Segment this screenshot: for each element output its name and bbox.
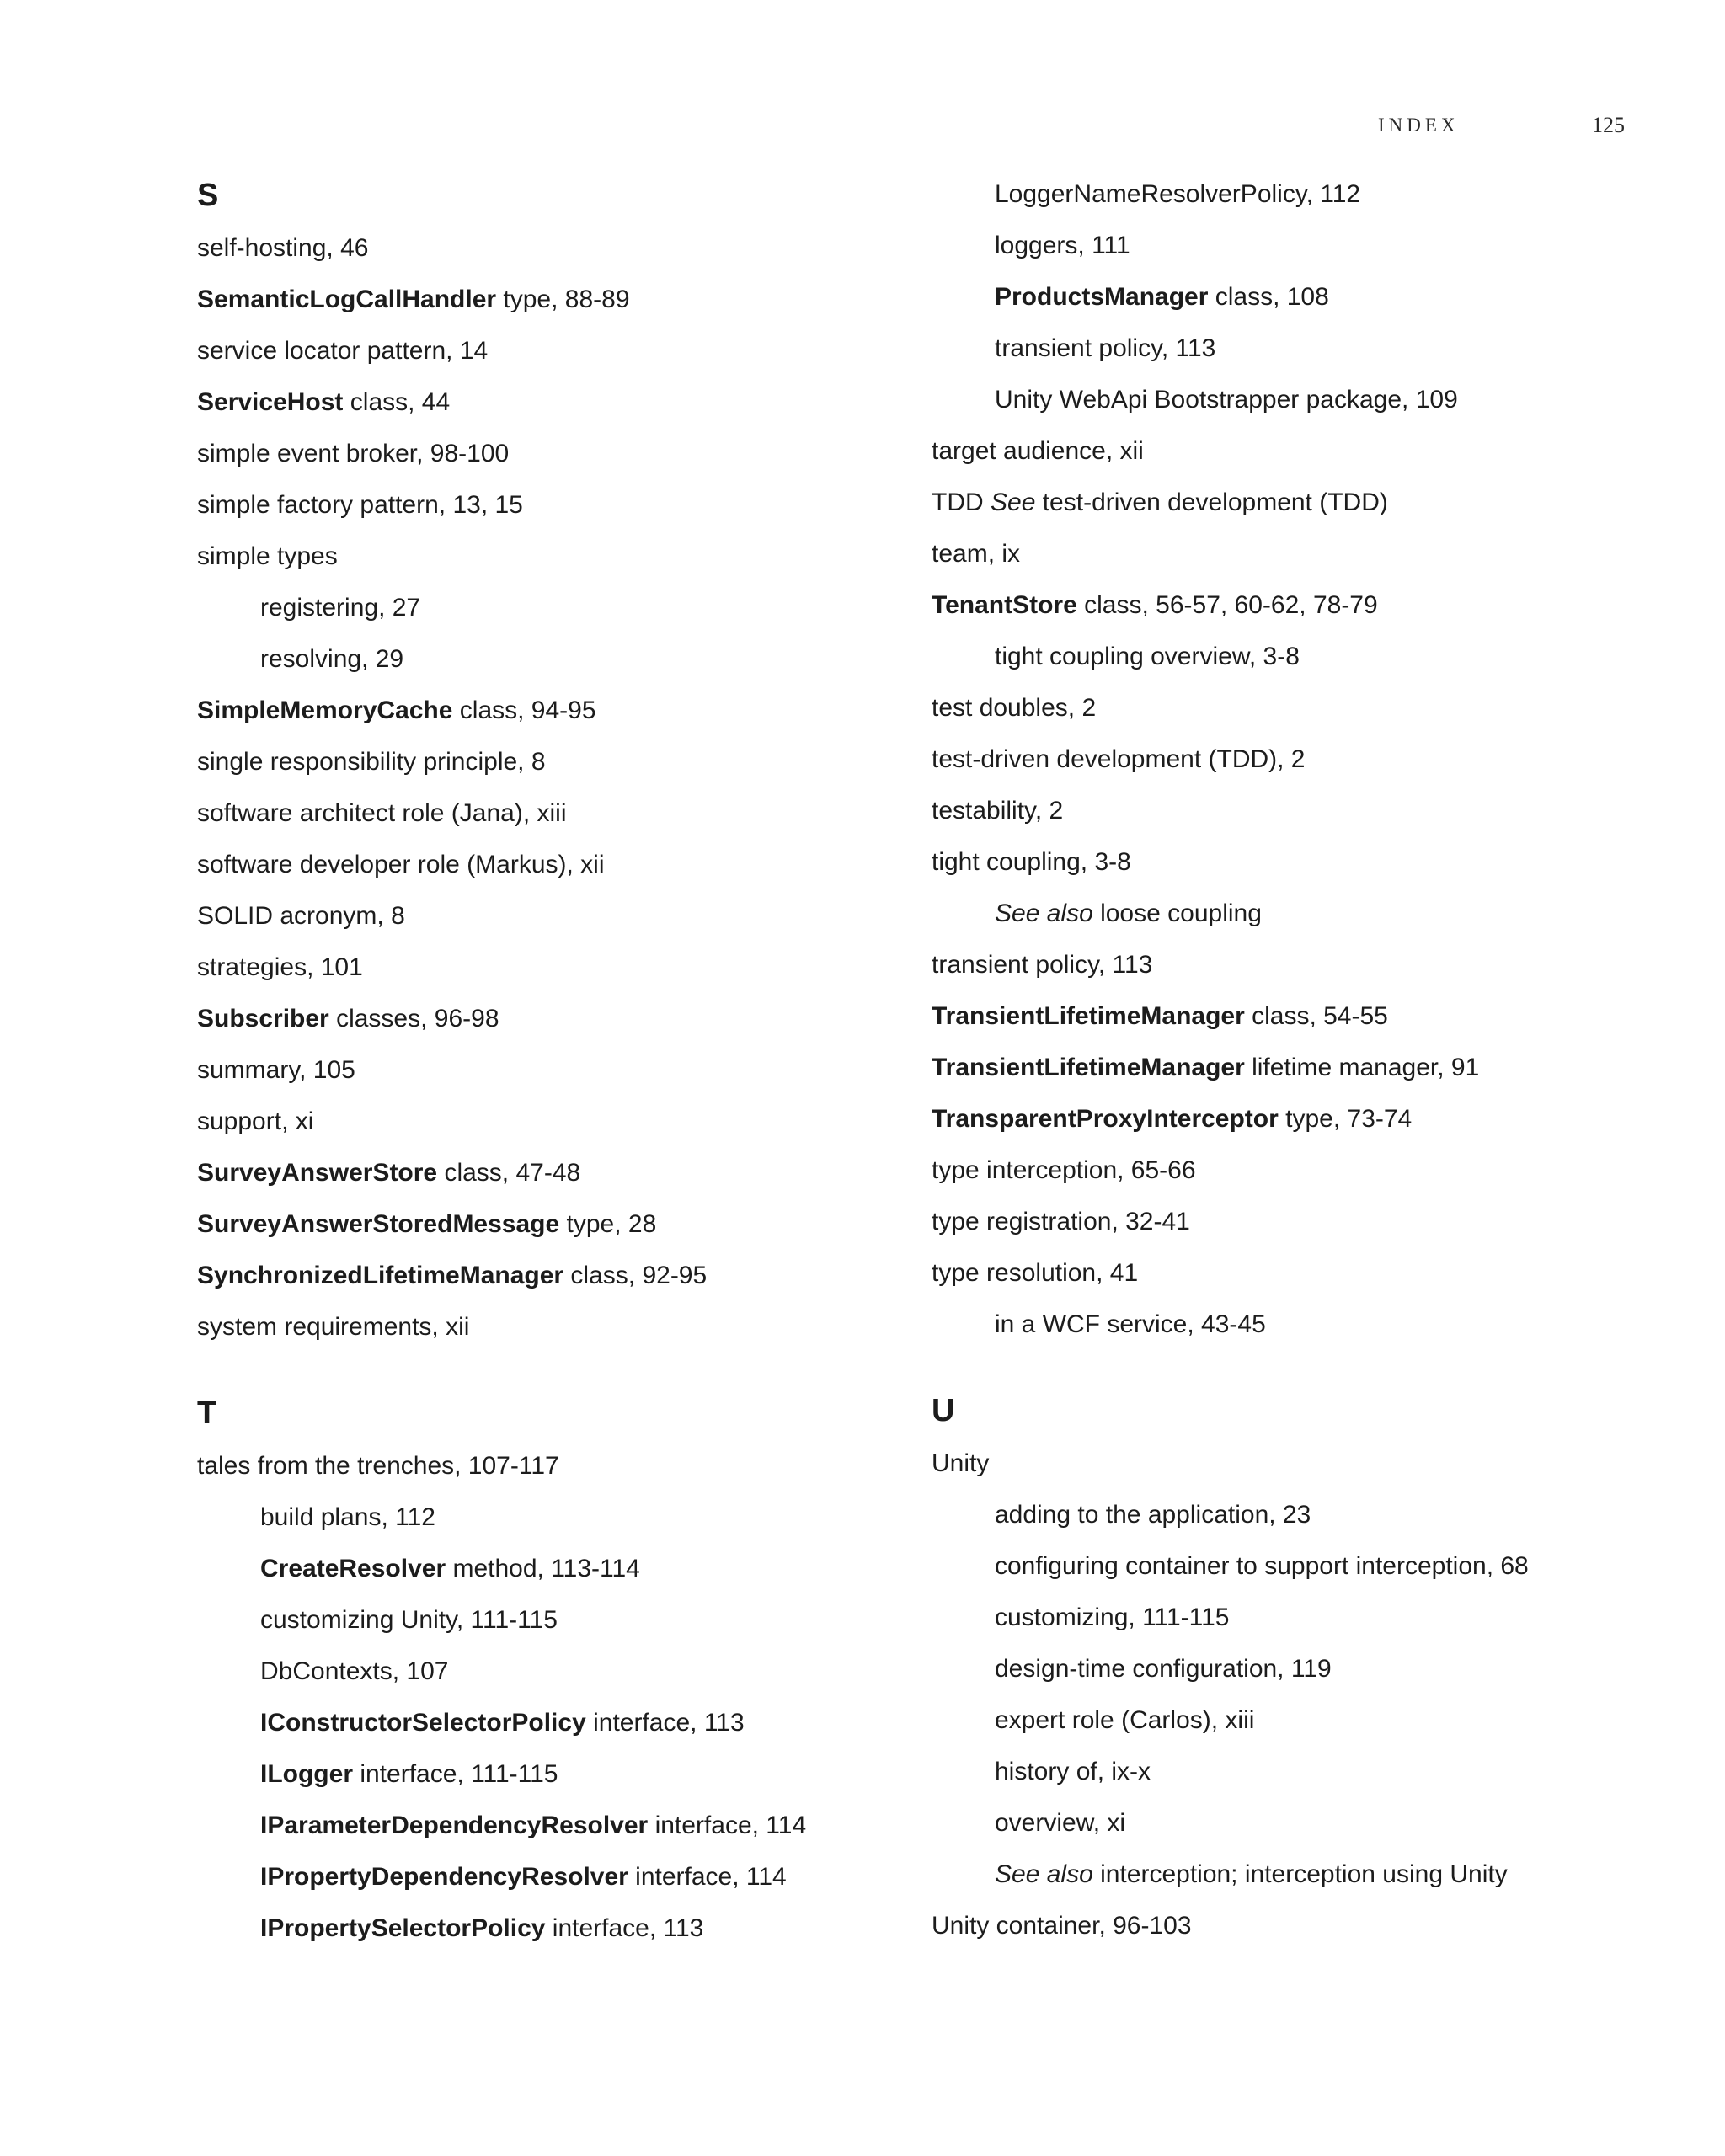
index-subentry: resolving, 29: [260, 645, 404, 673]
index-entry: software architect role (Jana), xiii: [197, 799, 567, 827]
section-letter-s: S: [197, 178, 219, 213]
entry-locator: class, 56-57, 60-62, 78-79: [1076, 591, 1378, 619]
index-entry: [932, 990, 1656, 1042]
index-entry: simple event broker, 98-100: [197, 440, 510, 467]
index-subentry: [197, 1697, 921, 1748]
entry-term: TDD: [932, 488, 991, 516]
index-entry: software developer role (Markus), xii: [197, 851, 605, 878]
index-subentry: expert role (Carlos), xiii: [995, 1706, 1255, 1734]
index-subentry: adding to the application, 23: [995, 1501, 1311, 1529]
index-entry: summary, 105: [197, 1056, 355, 1084]
index-subentry: [197, 1543, 921, 1594]
entry-term: IPropertySelectorPolicy: [260, 1914, 546, 1942]
entry-term: IPropertyDependencyResolver: [260, 1863, 628, 1891]
index-subentry: [197, 1903, 921, 1954]
index-entry: simple factory pattern, 13, 15: [197, 491, 523, 519]
index-entry: [197, 685, 921, 736]
index-column-right: [932, 168, 1656, 1951]
entry-locator: type, 73-74: [1278, 1105, 1413, 1133]
index-subentry: design-time configuration, 119: [995, 1655, 1332, 1683]
index-subentry: DbContexts, 107: [260, 1657, 449, 1685]
index-entry: [197, 993, 921, 1044]
entry-term: SynchronizedLifetimeManager: [197, 1262, 564, 1289]
index-entry: team, ix: [932, 540, 1021, 568]
running-header-title: INDEX: [1378, 115, 1460, 136]
index-subentry: tight coupling overview, 3-8: [995, 643, 1300, 670]
section-gap: [197, 1353, 921, 1386]
entry-locator: method, 113-114: [446, 1555, 640, 1582]
running-header: [0, 115, 1725, 148]
index-entry: [197, 274, 921, 325]
index-entry: target audience, xii: [932, 437, 1144, 465]
index-entry: self-hosting, 46: [197, 234, 369, 262]
entry-locator: loose coupling: [1092, 899, 1262, 927]
index-entry: [197, 1198, 921, 1250]
index-subentry: transient policy, 113: [995, 334, 1216, 362]
section-letter-u: U: [932, 1393, 955, 1428]
entry-locator: class, 47-48: [437, 1159, 581, 1187]
entry-locator: class, 44: [343, 388, 451, 416]
entry-locator: test-driven development (TDD): [1035, 488, 1388, 516]
entry-locator: lifetime manager, 91: [1244, 1054, 1480, 1081]
entry-term: SurveyAnswerStore: [197, 1159, 438, 1187]
entry-term: ILogger: [260, 1760, 353, 1788]
entry-term: SemanticLogCallHandler: [197, 286, 497, 313]
index-subentry: customizing Unity, 111-115: [260, 1606, 558, 1634]
index-subentry: [932, 1849, 1656, 1900]
entry-locator: classes, 96-98: [328, 1005, 499, 1033]
index-entry: transient policy, 113: [932, 951, 1153, 979]
entry-term: TenantStore: [932, 591, 1077, 619]
index-entry: SOLID acronym, 8: [197, 902, 405, 930]
index-entry: test-driven development (TDD), 2: [932, 745, 1306, 773]
index-entry: [197, 1147, 921, 1198]
entry-term: TransientLifetimeManager: [932, 1054, 1245, 1081]
index-subentry: in a WCF service, 43-45: [995, 1310, 1266, 1338]
index-entry: single responsibility principle, 8: [197, 748, 546, 776]
index-entry: test doubles, 2: [932, 694, 1097, 722]
page-number: 125: [1592, 113, 1625, 137]
index-entry: [197, 1250, 921, 1301]
entry-locator: interface, 113: [545, 1914, 704, 1942]
index-entry: system requirements, xii: [197, 1313, 470, 1341]
index-subentry: LoggerNameResolverPolicy, 112: [995, 180, 1361, 208]
index-subentry: [197, 1851, 921, 1903]
index-entry: support, xi: [197, 1107, 314, 1135]
index-subentry: [932, 888, 1656, 939]
index-entry: tales from the trenches, 107-117: [197, 1452, 559, 1480]
index-subentry: customizing, 111-115: [995, 1604, 1230, 1631]
entry-term: IConstructorSelectorPolicy: [260, 1709, 586, 1737]
index-subentry: [932, 271, 1656, 323]
entry-locator: interface, 113: [585, 1709, 745, 1737]
entry-locator: class, 54-55: [1244, 1002, 1388, 1030]
entry-term: TransientLifetimeManager: [932, 1002, 1245, 1030]
index-subentry: history of, ix-x: [995, 1758, 1151, 1785]
cross-reference-see-also: See also: [995, 1860, 1093, 1888]
index-entry: type resolution, 41: [932, 1259, 1139, 1287]
section-letter-t: T: [197, 1396, 217, 1431]
cross-reference-see: See: [991, 488, 1036, 516]
index-entry: type registration, 32-41: [932, 1208, 1190, 1235]
index-entry: service locator pattern, 14: [197, 337, 489, 365]
entry-locator: class, 108: [1208, 283, 1329, 311]
index-subentry: configuring container to support interception, 68: [995, 1552, 1529, 1580]
entry-locator: interface, 114: [628, 1863, 787, 1891]
index-entry: strategies, 101: [197, 953, 363, 981]
entry-term: IParameterDependencyResolver: [260, 1812, 649, 1839]
index-entry: [932, 1093, 1656, 1145]
entry-locator: interception; interception using Unity: [1092, 1860, 1508, 1888]
index-entry: [932, 1042, 1656, 1093]
entry-term: SimpleMemoryCache: [197, 696, 453, 724]
index-subentry: [197, 1748, 921, 1800]
entry-locator: type, 28: [559, 1210, 657, 1238]
entry-term: ServiceHost: [197, 388, 344, 416]
entry-term: TransparentProxyInterceptor: [932, 1105, 1279, 1133]
index-subentry: registering, 27: [260, 594, 421, 622]
index-entry: [932, 579, 1656, 631]
index-entry: type interception, 65-66: [932, 1156, 1196, 1184]
index-subentry: loggers, 111: [995, 232, 1130, 259]
index-column-left: [197, 168, 921, 1954]
index-entry: [932, 477, 1656, 528]
index-entry: Unity container, 96-103: [932, 1912, 1192, 1940]
index-entry: simple types: [197, 542, 338, 570]
entry-locator: class, 92-95: [563, 1262, 708, 1289]
entry-term: SurveyAnswerStoredMessage: [197, 1210, 560, 1238]
entry-locator: interface, 111-115: [353, 1760, 558, 1788]
entry-locator: type, 88-89: [496, 286, 630, 313]
cross-reference-see-also: See also: [995, 899, 1093, 927]
index-entry: testability, 2: [932, 797, 1064, 825]
index-subentry: [197, 1800, 921, 1851]
entry-term: CreateResolver: [260, 1555, 446, 1582]
entry-locator: class, 94-95: [452, 696, 596, 724]
index-subentry: build plans, 112: [260, 1503, 435, 1531]
index-entry: [197, 376, 921, 428]
index-subentry: overview, xi: [995, 1809, 1126, 1837]
entry-locator: interface, 114: [648, 1812, 807, 1839]
index-entry: tight coupling, 3-8: [932, 848, 1131, 876]
entry-term: ProductsManager: [995, 283, 1209, 311]
section-gap: [932, 1350, 1656, 1384]
entry-term: Subscriber: [197, 1005, 329, 1033]
index-entry: Unity: [932, 1449, 990, 1477]
index-subentry: Unity WebApi Bootstrapper package, 109: [995, 386, 1458, 414]
